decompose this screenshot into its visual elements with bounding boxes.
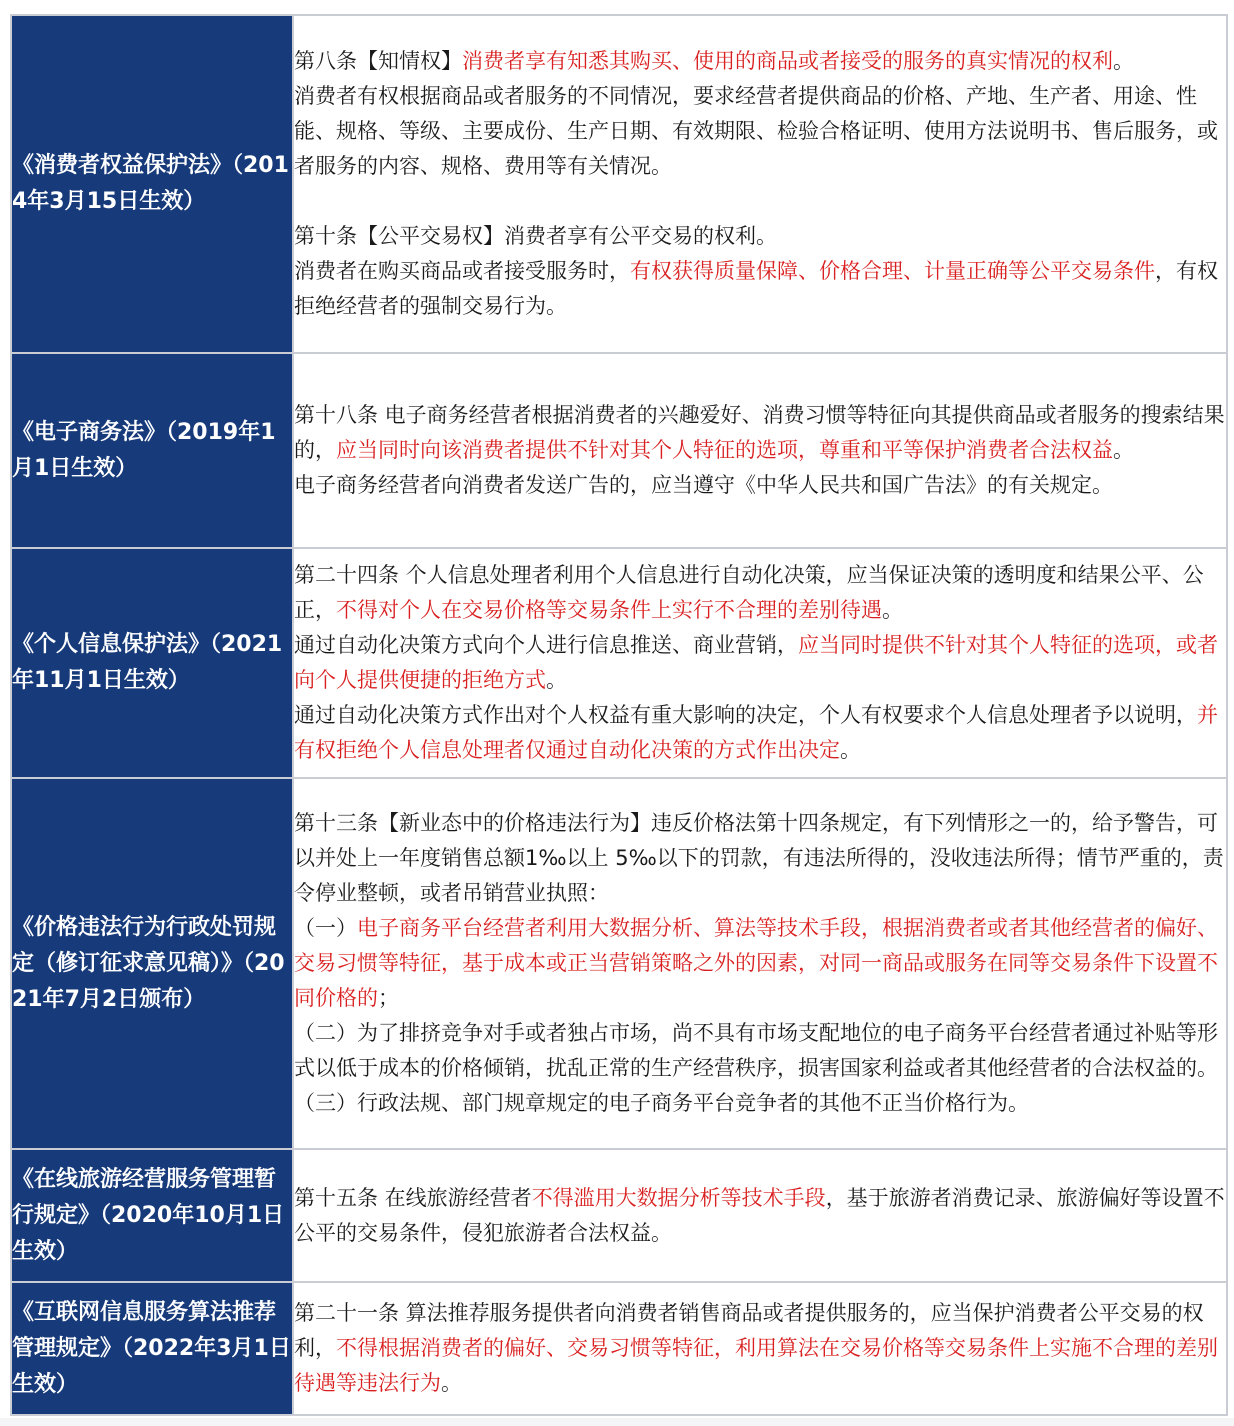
provision-text: 。 [882, 598, 903, 622]
provision-text-cell [293, 15, 1227, 353]
provision-paragraph [294, 806, 1226, 911]
highlighted-text: 不得根据消费者的偏好、交易习惯等特征，利用算法在交易价格等交易条件上实施不合理的差别待遇等违法行为 [294, 1336, 1218, 1395]
provision-paragraph [294, 1296, 1226, 1401]
highlighted-text: 不得对个人在交易价格等交易条件上实行不合理的差别待遇 [336, 598, 882, 622]
provision-text: 。 [1113, 438, 1134, 462]
table-body [11, 15, 1227, 1415]
law-name-cell: 《消费者权益保护法》（2014年3月15日生效） [11, 15, 293, 353]
provision-text-cell [293, 1149, 1227, 1282]
provision-text: 消费者有权根据商品或者服务的不同情况，要求经营者提供商品的价格、产地、生产者、用途、性能、规格、等级、主要成份、生产日期、有效期限、检验合格证明、使用方法说明书、售后服务，或者服务的内容、规格、费用等有关情况。 [294, 84, 1218, 178]
provision-text-cell [293, 548, 1227, 778]
provision-paragraph [294, 398, 1226, 468]
provision-text: （一） [294, 916, 357, 940]
provision-text: 第二十一条 算法推荐服务提供者向消费者销售商品或者提供服务的，应当保护消费者公平交易的权利， [294, 1301, 1204, 1360]
highlighted-text: 电子商务平台经营者利用大数据分析、算法等技术手段，根据消费者或者其他经营者的偏好、交易习惯等特征，基于成本或正当营销策略之外的因素，对同一商品或服务在同等交易条件下设置不同价格的 [294, 916, 1218, 1010]
provision-paragraph [294, 79, 1226, 184]
provision-text: ，有权拒绝经营者的强制交易行为。 [294, 259, 1218, 318]
provision-paragraph [294, 698, 1226, 768]
highlighted-text: 应当同时提供不针对其个人特征的选项，或者向个人提供便捷的拒绝方式 [294, 633, 1218, 692]
provision-text: ； [378, 986, 399, 1010]
provision-text: （二）为了排挤竞争对手或者独占市场，尚不具有市场支配地位的电子商务平台经营者通过补贴等形式以低于成本的价格倾销，扰乱正常的生产经营秩序，损害国家利益或者其他经营者的合法权益的。 [294, 1021, 1218, 1080]
highlighted-text: 并有权拒绝个人信息处理者仅通过自动化决策的方式作出决定 [294, 703, 1218, 762]
table-row [11, 1282, 1227, 1415]
provision-text: 。 [546, 668, 567, 692]
provision-text: 消费者在购买商品或者接受服务时， [294, 259, 630, 283]
table-row [11, 15, 1227, 353]
provision-text: 电子商务经营者向消费者发送广告的，应当遵守《中华人民共和国广告法》的有关规定。 [294, 473, 1113, 497]
table-row [11, 548, 1227, 778]
provision-paragraph [294, 1181, 1226, 1251]
table-row [11, 353, 1227, 548]
provision-text-cell [293, 778, 1227, 1149]
provision-text: 通过自动化决策方式作出对个人权益有重大影响的决定，个人有权要求个人信息处理者予以说明， [294, 703, 1197, 727]
provision-text: 通过自动化决策方式向个人进行信息推送、商业营销， [294, 633, 798, 657]
provision-text: 第十五条 在线旅游经营者 [294, 1185, 532, 1210]
provision-paragraph [294, 911, 1226, 1016]
provision-paragraph [294, 468, 1226, 503]
provision-text: 。 [840, 738, 861, 762]
highlighted-text: 应当同时向该消费者提供不针对其个人特征的选项，尊重和平等保护消费者合法权益 [336, 438, 1113, 462]
provision-text: 第十条【公平交易权】消费者享有公平交易的权利。 [294, 224, 777, 248]
law-name-cell: 《电子商务法》（2019年1月1日生效） [11, 353, 293, 548]
law-name-cell: 《在线旅游经营服务管理暂行规定》（2020年10月1日生效） [11, 1149, 293, 1282]
provision-paragraph [294, 219, 1226, 254]
highlighted-text: 不得滥用大数据分析等技术手段 [531, 1185, 826, 1210]
provision-text: 第八条【知情权】 [294, 49, 462, 73]
provision-text: ，基于旅游者消费记录、旅游偏好等设置不公平的交易条件，侵犯旅游者合法权益。 [294, 1185, 1225, 1245]
paragraph-gap [294, 184, 1226, 219]
page-bottom-band [0, 1418, 1234, 1426]
highlighted-text: 有权获得质量保障、价格合理、计量正确等公平交易条件 [630, 259, 1155, 283]
provision-text: 。 [1113, 49, 1134, 73]
provision-paragraph [294, 1016, 1226, 1086]
provision-text: 第十八条 电子商务经营者根据消费者的兴趣爱好、消费习惯等特征向其提供商品或者服务的搜索结果的， [294, 403, 1225, 462]
provision-paragraph [294, 558, 1226, 628]
table-row [11, 778, 1227, 1149]
provision-text: 。 [441, 1371, 462, 1395]
provision-text: 第二十四条 个人信息处理者利用个人信息进行自动化决策，应当保证决策的透明度和结果公平、公正， [294, 563, 1204, 622]
law-comparison-table [10, 14, 1228, 1416]
provision-paragraph [294, 254, 1226, 324]
law-name-cell: 《价格违法行为行政处罚规定（修订征求意见稿）》（2021年7月2日颁布） [11, 778, 293, 1149]
highlighted-text: 消费者享有知悉其购买、使用的商品或者接受的服务的真实情况的权利 [462, 49, 1113, 73]
law-name-cell: 《互联网信息服务算法推荐管理规定》（2022年3月1日生效） [11, 1282, 293, 1415]
provision-text: （三）行政法规、部门规章规定的电子商务平台竞争者的其他不正当价格行为。 [294, 1091, 1029, 1115]
provision-paragraph [294, 44, 1226, 79]
provision-paragraph [294, 628, 1226, 698]
law-name-cell: 《个人信息保护法》（2021年11月1日生效） [11, 548, 293, 778]
provision-paragraph [294, 1086, 1226, 1121]
provision-text-cell [293, 1282, 1227, 1415]
table-row [11, 1149, 1227, 1282]
provision-text-cell [293, 353, 1227, 548]
provision-text: 第十三条【新业态中的价格违法行为】违反价格法第十四条规定，有下列情形之一的，给予警告，可以并处上一年度销售总额1‰以上 5‰以下的罚款，有违法所得的，没收违法所得；情节严重的，责令停业整顿，或者吊销营业执照： [294, 811, 1224, 905]
